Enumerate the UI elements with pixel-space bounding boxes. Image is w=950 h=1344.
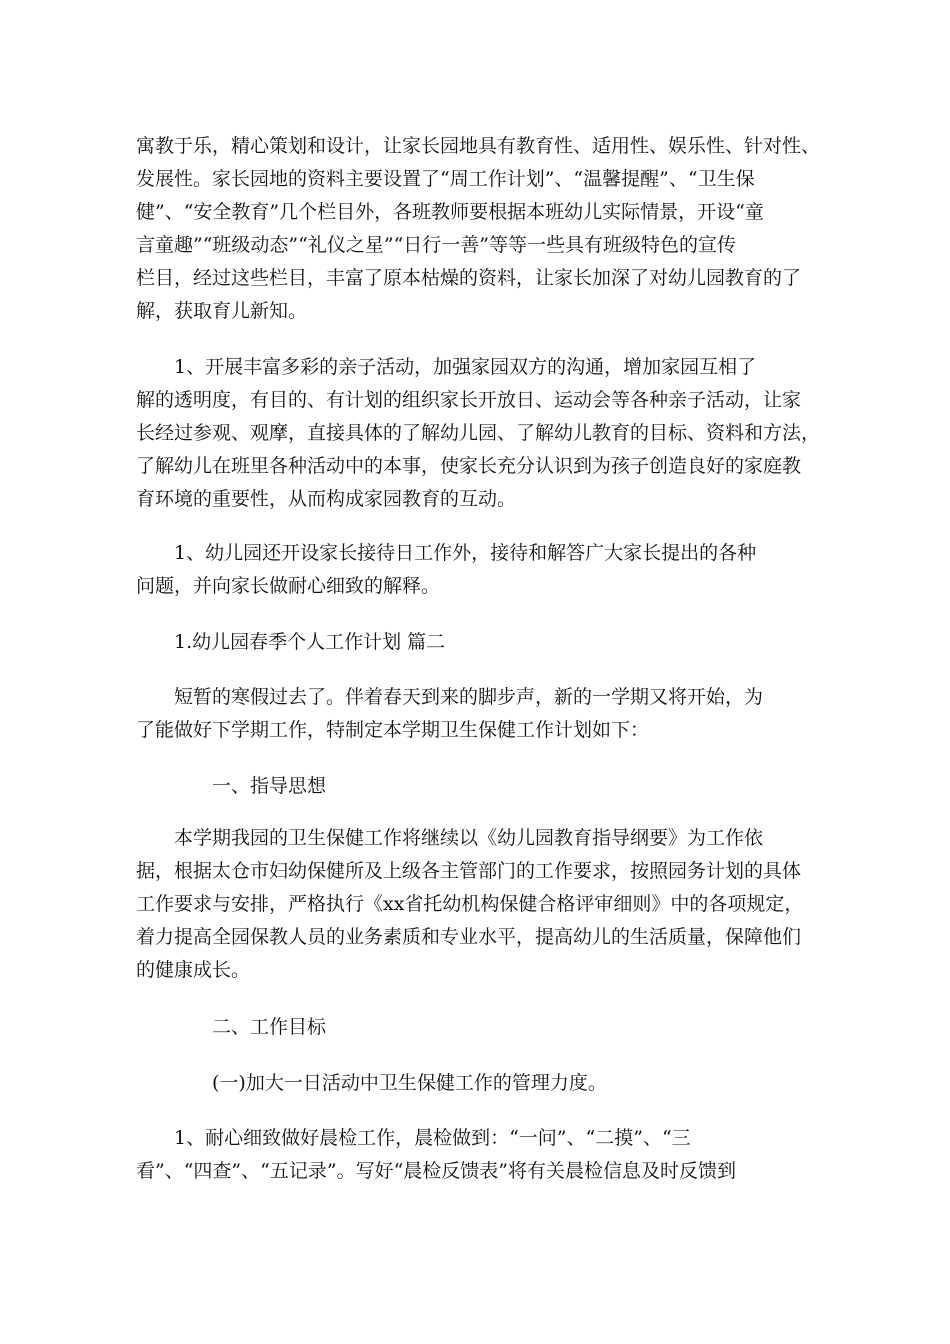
text-line: 1、幼儿园还开设家长接待日工作外，接待和解答广大家长提出的各种 bbox=[174, 542, 757, 564]
paragraph-guiding-idea bbox=[136, 822, 826, 987]
paragraph-reception-day bbox=[136, 537, 826, 603]
text-line: 发展性。家长园地的资料主要设置了“周工作计划”、“温馨提醒”、“卫生保 bbox=[136, 168, 755, 190]
text-line: 1、耐心细致做好晨检工作，晨检做到：“一问”、“二摸”、“三 bbox=[174, 1127, 691, 1149]
text-line: 的健康成长。 bbox=[136, 959, 251, 981]
text-line: 解的透明度，有目的、有计划的组织家长开放日、运动会等各种亲子活动，让家 bbox=[136, 389, 802, 411]
text-line: 了解幼儿在班里各种活动中的本事，使家长充分认识到为孩子创造良好的家庭教 bbox=[136, 455, 802, 477]
paragraph-morning-check bbox=[136, 1122, 826, 1188]
paragraph-parent-child-activities bbox=[136, 351, 826, 516]
text-line: 言童趣”“班级动态”“礼仪之星”“日行一善”等等一些具有班级特色的宣传 bbox=[136, 234, 736, 256]
text-line: 本学期我园的卫生保健工作将继续以《幼儿园教育指导纲要》为工作依 bbox=[174, 827, 764, 849]
text-line: 据，根据太仓市妇幼保健所及上级各主管部门的工作要求，按照园务计划的具体 bbox=[136, 860, 802, 882]
text-line: 工作要求与安排，严格执行《xx省托幼机构保健合格评审细则》中的各项规定， bbox=[136, 893, 804, 915]
text-line: 着力提高全园保教人员的业务素质和专业水平，提高幼儿的生活质量，保障他们 bbox=[136, 926, 802, 948]
text-line: 健”、“安全教育”几个栏目外，各班教师要根据本班幼儿实际情景，开设“童 bbox=[136, 201, 764, 223]
text-line: 1、开展丰富多彩的亲子活动，加强家园双方的沟通，增加家园互相了 bbox=[174, 356, 757, 378]
heading-guiding-idea: 一、指导思想 bbox=[212, 775, 327, 797]
text-line: 栏目，经过这些栏目，丰富了原本枯燥的资料，让家长加深了对幼儿园教育的了 bbox=[136, 267, 802, 289]
text-line: 育环境的重要性，从而构成家园教育的互动。 bbox=[136, 488, 517, 510]
paragraph-intro bbox=[136, 681, 826, 747]
text-line: 问题，并向家长做耐心细致的解释。 bbox=[136, 575, 441, 597]
section-title: 1.幼儿园春季个人工作计划 篇二 bbox=[174, 631, 446, 653]
heading-work-goals: 二、工作目标 bbox=[212, 1016, 327, 1038]
text-line: 寓教于乐，精心策划和设计，让家长园地具有教育性、适用性、娱乐性、针对性、 bbox=[136, 135, 821, 157]
text-line: 了能做好下学期工作，特制定本学期卫生保健工作计划如下： bbox=[136, 719, 650, 741]
text-line: 解，获取育儿新知。 bbox=[136, 300, 308, 322]
text-line: 长经过参观、观摩，直接具体的了解幼儿园、了解幼儿教育的目标、资料和方法， bbox=[136, 422, 821, 444]
paragraph-parent-garden bbox=[136, 130, 826, 328]
text-line: 看”、“四查”、“五记录”。写好“晨检反馈表”将有关晨检信息及时反馈到 bbox=[136, 1160, 736, 1182]
text-line: 短暂的寒假过去了。伴着春天到来的脚步声，新的一学期又将开始，为 bbox=[174, 686, 764, 708]
heading-subsection-1: (一)加大一日活动中卫生保健工作的管理力度。 bbox=[212, 1072, 607, 1094]
